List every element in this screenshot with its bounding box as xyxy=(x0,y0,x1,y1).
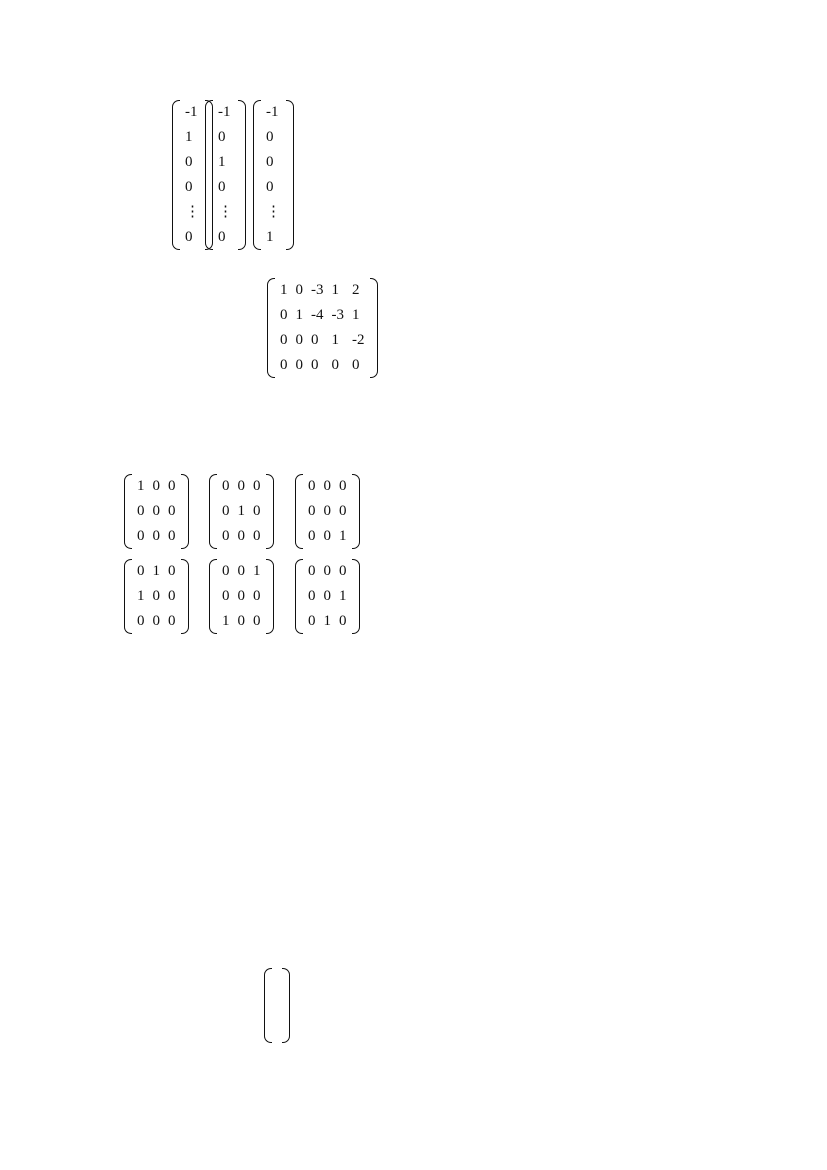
matrix-entry: 0 xyxy=(339,613,347,629)
matrix-entry: 0 xyxy=(185,179,193,195)
sec7-basis-matrix-2 xyxy=(209,474,274,549)
matrix-entry: 1 xyxy=(280,282,288,298)
matrix-entry: 0 xyxy=(280,332,288,348)
matrix-entry: 0 xyxy=(137,503,145,519)
matrix-entry: 0 xyxy=(218,229,226,245)
matrix-entry: 0 xyxy=(339,563,347,579)
matrix-entry: 0 xyxy=(253,503,261,519)
matrix-entry: 0 xyxy=(266,179,274,195)
matrix-entry: 0 xyxy=(339,478,347,494)
matrix-entry: 0 xyxy=(323,503,331,519)
matrix-entry: 1 xyxy=(137,478,145,494)
sec7-basis-matrix-3 xyxy=(295,474,360,549)
matrix-entry: 0 xyxy=(137,613,145,629)
matrix-entry: 0 xyxy=(295,357,303,373)
matrix-entry: 0 xyxy=(253,613,261,629)
sec6-answer xyxy=(123,397,138,414)
matrix-entry: 1 xyxy=(253,563,261,579)
matrix-entry: 1 xyxy=(222,613,230,629)
matrix-entry: 1 xyxy=(352,307,360,323)
matrix-entry: -2 xyxy=(352,332,365,348)
matrix-entry: 0 xyxy=(323,528,331,544)
matrix-entry: 0 xyxy=(237,528,245,544)
matrix-entry: 0 xyxy=(137,528,145,544)
matrix-entry: 0 xyxy=(331,357,339,373)
matrix-entry: 0 xyxy=(152,478,160,494)
matrix-entry: 0 xyxy=(308,563,316,579)
sec7-basis-matrix-4 xyxy=(124,559,189,634)
fill-item-8-vector-2 xyxy=(264,968,290,1043)
matrix-entry: 1 xyxy=(218,154,226,170)
matrix-entry: 0 xyxy=(185,229,193,245)
matrix-entry: 0 xyxy=(168,563,176,579)
matrix-entry: -4 xyxy=(311,307,324,323)
matrix-entry: -3 xyxy=(331,307,344,323)
matrix-entry: 0 xyxy=(222,563,230,579)
matrix-entry: 0 xyxy=(308,588,316,604)
matrix-entry: 0 xyxy=(222,478,230,494)
sec5-vector-2 xyxy=(205,100,246,250)
matrix-entry: 0 xyxy=(253,478,261,494)
matrix-entry: 0 xyxy=(311,332,319,348)
matrix-entry: ⋮ xyxy=(218,204,233,220)
sec7-basis-matrix-5 xyxy=(209,559,274,634)
matrix-entry: 0 xyxy=(168,478,176,494)
matrix-entry: 0 xyxy=(152,528,160,544)
matrix-entry: 0 xyxy=(218,129,226,145)
matrix-entry: -1 xyxy=(218,104,231,120)
matrix-entry: 0 xyxy=(308,528,316,544)
matrix-entry: -1 xyxy=(266,104,279,120)
matrix-entry: 0 xyxy=(218,179,226,195)
matrix-entry: ⋮ xyxy=(266,204,281,220)
matrix-entry: 0 xyxy=(168,588,176,604)
matrix-entry: 0 xyxy=(311,357,319,373)
matrix-entry: 0 xyxy=(323,563,331,579)
matrix-entry: 2 xyxy=(352,282,360,298)
matrix-entry: 0 xyxy=(266,129,274,145)
matrix-entry: 1 xyxy=(323,613,331,629)
matrix-entry: 1 xyxy=(339,588,347,604)
matrix-entry: 0 xyxy=(152,503,160,519)
matrix-entry: 0 xyxy=(295,282,303,298)
matrix-entry: 0 xyxy=(168,613,176,629)
matrix-entry: 1 xyxy=(185,129,193,145)
matrix-entry: 0 xyxy=(280,307,288,323)
vec2-entry-1 xyxy=(273,968,281,993)
matrix-entry: 0 xyxy=(308,503,316,519)
matrix-entry: -3 xyxy=(311,282,324,298)
matrix-entry: 1 xyxy=(266,229,274,245)
matrix-entry: 0 xyxy=(222,588,230,604)
matrix-entry: 1 xyxy=(152,563,160,579)
matrix-entry: 0 xyxy=(266,154,274,170)
matrix-entry: 1 xyxy=(237,503,245,519)
sec6-matrix xyxy=(267,278,378,378)
matrix-entry: 0 xyxy=(237,478,245,494)
sec5-vector-3 xyxy=(253,100,294,250)
matrix-entry: 0 xyxy=(237,563,245,579)
matrix-entry: 0 xyxy=(323,588,331,604)
matrix-entry: 0 xyxy=(152,588,160,604)
matrix-entry: 0 xyxy=(222,528,230,544)
matrix-entry: 0 xyxy=(222,503,230,519)
sec7-basis-matrix-6 xyxy=(295,559,360,634)
matrix-entry: 1 xyxy=(295,307,303,323)
matrix-entry: 0 xyxy=(308,613,316,629)
matrix-entry: -1 xyxy=(185,104,198,120)
sec7-basis-matrix-1 xyxy=(124,474,189,549)
matrix-entry: 0 xyxy=(280,357,288,373)
matrix-entry: 0 xyxy=(237,588,245,604)
matrix-entry: 0 xyxy=(152,613,160,629)
matrix-entry: 0 xyxy=(168,503,176,519)
matrix-entry: ⋮ xyxy=(185,204,200,220)
matrix-entry: 0 xyxy=(308,478,316,494)
matrix-entry: 0 xyxy=(168,528,176,544)
matrix-entry: 0 xyxy=(253,528,261,544)
matrix-entry: 0 xyxy=(237,613,245,629)
matrix-entry: 1 xyxy=(331,282,339,298)
matrix-entry: 0 xyxy=(339,503,347,519)
matrix-entry: 1 xyxy=(339,528,347,544)
matrix-entry: 0 xyxy=(323,478,331,494)
matrix-entry: 0 xyxy=(352,357,360,373)
matrix-entry: 0 xyxy=(253,588,261,604)
matrix-entry: 1 xyxy=(331,332,339,348)
matrix-entry: 0 xyxy=(295,332,303,348)
matrix-entry: 1 xyxy=(137,588,145,604)
matrix-entry: 0 xyxy=(137,563,145,579)
matrix-entry: 0 xyxy=(185,154,193,170)
